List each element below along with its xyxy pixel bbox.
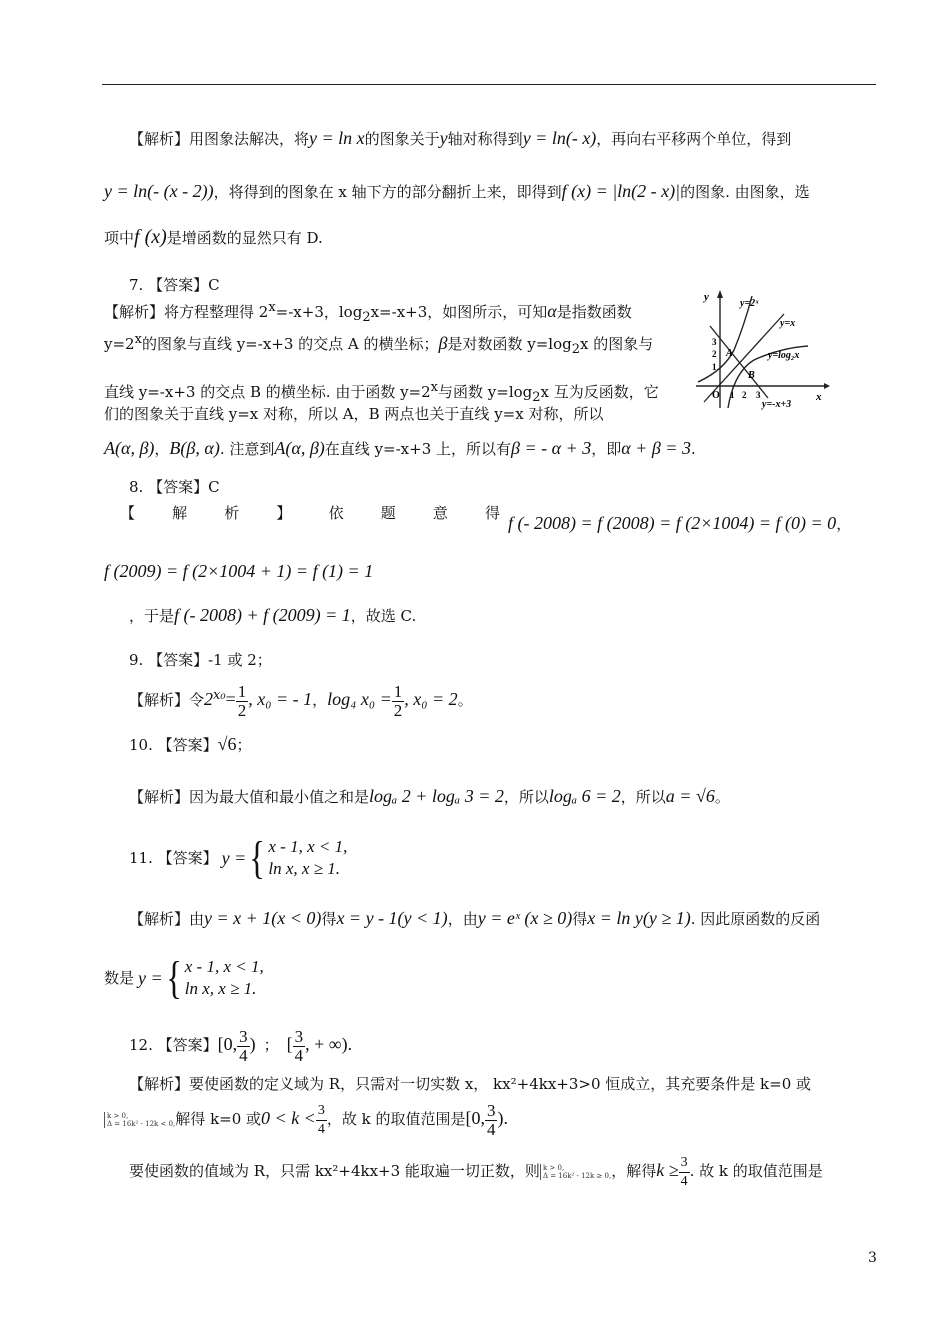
denominator: 2 xyxy=(393,700,403,720)
text: x 互为反函数，它 xyxy=(540,383,659,401)
formula: α xyxy=(547,301,557,321)
denominator: 4 xyxy=(239,1045,248,1065)
p8-answer: 8. 【答案】C xyxy=(129,478,220,496)
p10-analysis xyxy=(129,782,730,811)
inequality-system xyxy=(540,1164,611,1180)
p6-line-3 xyxy=(104,227,323,248)
text: 11. 【答案】 xyxy=(129,849,218,867)
formula: y = eˣ (x ≥ 0) xyxy=(477,908,573,928)
subscript: 2 xyxy=(362,310,371,325)
p8-spread-heading xyxy=(120,502,500,523)
text: 与函数 y=log xyxy=(438,383,533,401)
piecewise-rows xyxy=(268,836,347,880)
p9-analysis xyxy=(129,676,473,720)
p12-line-2 xyxy=(104,1098,508,1139)
formula: logₐ 6 = 2 xyxy=(548,786,621,806)
formula: x = ln y(y ≥ 1) xyxy=(587,908,691,928)
system-row: k > 0, xyxy=(107,1112,129,1120)
formula: [0, xyxy=(217,1034,238,1054)
text: 10. 【答案】 xyxy=(129,736,218,754)
label-line: y=-x+3 xyxy=(762,399,792,410)
text: ，于是 xyxy=(129,607,175,625)
text: ，所以 xyxy=(503,788,549,806)
text: ； xyxy=(263,1036,279,1054)
denominator: 2 xyxy=(237,700,247,720)
case-row: x - 1, x < 1, xyxy=(268,837,348,856)
text: 直线 y=-x+3 的交点 B 的横坐标. 由于函数 y=2 xyxy=(104,383,431,401)
text: 析 xyxy=(224,504,240,522)
formula: f (x) xyxy=(134,226,167,248)
text: . 故 k 的取值范围是 xyxy=(689,1162,823,1180)
text: . xyxy=(690,440,696,458)
superscript: x xyxy=(268,300,276,315)
p11-inverse xyxy=(104,952,264,1004)
text: . 注意到 xyxy=(219,440,275,458)
numerator: 3 xyxy=(316,1102,327,1121)
y-axis-arrow xyxy=(717,290,723,298)
p7-line-4: 们的图象关于直线 y=x 对称，所以 A，B 两点也关于直线 y=x 对称，所以 xyxy=(104,405,604,423)
text: 】 xyxy=(276,504,292,522)
fraction xyxy=(293,1028,306,1065)
numerator: 3 xyxy=(294,1026,304,1046)
text: x=-x+3，如图所示，可知 xyxy=(370,303,548,321)
text: 解得 k=0 或 xyxy=(175,1110,262,1128)
y-tick-3: 3 xyxy=(712,337,717,347)
formula: k ≥ xyxy=(656,1160,679,1180)
text: 轴对称得到 xyxy=(447,130,523,148)
formula: y = xyxy=(221,848,247,868)
p8-formula-2 xyxy=(104,561,373,582)
formula: , x₀ = 2 xyxy=(404,689,458,709)
case-row: ln x, x ≥ 1. xyxy=(184,979,257,998)
denominator: 4 xyxy=(317,1121,325,1137)
text: 是对数函数 y=log xyxy=(447,335,572,353)
formula: [ xyxy=(286,1034,293,1054)
formula: y = ln x xyxy=(309,128,365,148)
text: ； xyxy=(236,736,252,754)
p7-line-1 xyxy=(104,298,632,328)
system-row: Δ = 16k² - 12k ≥ 0, xyxy=(542,1172,612,1180)
text: 得 xyxy=(484,504,500,522)
p6-line-2 xyxy=(104,181,810,202)
formula: y = xyxy=(138,968,163,988)
formula: B(β, α) xyxy=(169,438,220,458)
numerator: 3 xyxy=(239,1026,248,1046)
formula: log₄ x₀ = xyxy=(327,689,392,709)
text: 要使函数的值域为 R，只需 kx²+4kx+3 能取遍一切正数，则 xyxy=(129,1162,540,1180)
denominator: 4 xyxy=(294,1045,304,1065)
p7-line-5 xyxy=(104,438,696,459)
formula: 2 xyxy=(204,689,214,709)
superscript: x₀ xyxy=(213,688,226,703)
superscript: x xyxy=(430,380,439,395)
fraction xyxy=(237,1028,250,1065)
text: ，解得 xyxy=(611,1162,657,1180)
formula: [0, xyxy=(465,1108,485,1128)
brace-symbol: { xyxy=(249,832,266,883)
inequality-system xyxy=(104,1112,175,1128)
y-tick-1: 1 xyxy=(712,362,717,372)
piecewise-brace xyxy=(246,832,348,883)
formula: f (- 2008) = f (2008) = f (2×1004) = f (0) = 0 xyxy=(508,513,837,533)
formula: 0 < k < xyxy=(261,1108,316,1128)
text: 【解析】因为最大值和最小值之和是 xyxy=(129,788,370,806)
text: 【解析】由 xyxy=(129,910,205,928)
text: x 的图象与 xyxy=(580,335,654,353)
text: 在直线 y=-x+3 上，所以有 xyxy=(324,440,512,458)
p9-answer: 9. 【答案】-1 或 2； xyxy=(129,651,272,669)
text: 意 xyxy=(432,504,448,522)
text: ，所以 xyxy=(620,788,666,806)
fraction xyxy=(236,683,249,720)
system-row: Δ = 16k² - 12k < 0, xyxy=(107,1120,176,1128)
text: 。 xyxy=(457,691,473,709)
text: ，再向右平移两个单位，得到 xyxy=(596,130,792,148)
formula: y = x + 1(x < 0) xyxy=(204,908,322,928)
x-axis-label: x xyxy=(816,391,822,403)
text: ，故选 C. xyxy=(350,607,417,625)
formula: A(α, β) xyxy=(274,438,325,458)
x-axis-arrow xyxy=(824,383,830,389)
y-tick-2: 2 xyxy=(712,349,717,359)
text: 解 xyxy=(172,504,188,522)
text: ， xyxy=(836,515,852,533)
text: ， xyxy=(312,691,328,709)
header-rule xyxy=(102,84,876,85)
subscript: 2 xyxy=(532,390,541,405)
formula: logₐ 2 + logₐ 3 = 2 xyxy=(369,786,504,806)
fraction xyxy=(316,1102,327,1139)
p12-line-1: 【解析】要使函数的定义域为 R，只需对一切实数 x， kx²+4kx+3>0 恒成立，其充要条件是 k=0 或 xyxy=(129,1075,812,1093)
x-tick-1: 1 xyxy=(730,390,735,400)
text: ，将得到的图象在 x 轴下方的部分翻折上来，即得到 xyxy=(213,183,562,201)
formula: f (- 2008) + f (2009) = 1 xyxy=(174,605,351,625)
text: 项中 xyxy=(104,229,135,247)
origin-label: O xyxy=(712,390,720,401)
denominator: 4 xyxy=(680,1173,688,1189)
fraction xyxy=(392,683,405,720)
text: 【解析】将方程整理得 2 xyxy=(104,303,269,321)
y-axis-label: y xyxy=(704,291,709,303)
case-row: ln x, x ≥ 1. xyxy=(268,859,341,878)
subscript: 2 xyxy=(571,342,581,357)
text: 【 xyxy=(120,504,136,522)
piecewise-rows xyxy=(185,956,264,1000)
piecewise-brace xyxy=(163,952,264,1003)
formula: f (x) = |ln(2 - x)| xyxy=(561,181,681,201)
text: 得 xyxy=(572,910,588,928)
text: 依 xyxy=(328,504,344,522)
fraction xyxy=(485,1102,498,1139)
numerator: 1 xyxy=(237,681,247,701)
text: ，由 xyxy=(447,910,478,928)
formula: f (2009) = f (2×1004 + 1) = f (1) = 1 xyxy=(104,561,374,581)
text: 数是 xyxy=(104,969,135,987)
numerator: 3 xyxy=(486,1100,496,1120)
p11-answer xyxy=(129,832,347,884)
text: y=2 xyxy=(104,335,135,353)
system-row: k > 0, xyxy=(542,1164,565,1172)
text: 的图象关于 xyxy=(364,130,440,148)
function-graph-figure xyxy=(690,286,832,410)
formula: , + ∞). xyxy=(305,1034,353,1054)
text: . 因此原函数的反函 xyxy=(690,910,821,928)
fraction xyxy=(679,1154,690,1191)
point-A-label: A xyxy=(726,348,733,359)
x-tick-3: 3 xyxy=(756,390,761,400)
text: 【解析】令 xyxy=(129,691,205,709)
text: 【解析】用图象法解决，将 xyxy=(129,130,310,148)
text: ，故 k 的取值范围是 xyxy=(326,1110,466,1128)
p11-analysis xyxy=(129,904,820,933)
formula: β xyxy=(438,333,448,353)
formula: ) xyxy=(249,1034,256,1054)
text: ，即 xyxy=(591,440,622,458)
p10-answer xyxy=(129,730,252,759)
p8-line-3 xyxy=(129,605,416,626)
formula: y xyxy=(439,128,448,148)
point-B-label: B xyxy=(748,370,755,381)
text: 的图象与直线 y=-x+3 的交点 A 的横坐标； xyxy=(141,335,439,353)
brace-symbol: { xyxy=(165,952,182,1003)
label-exp-curve: y=2ˣ xyxy=(740,298,759,309)
text: 的图象. 由图象，选 xyxy=(680,183,810,201)
text: 12. 【答案】 xyxy=(129,1036,218,1054)
p8-formula-1 xyxy=(508,513,851,534)
label-y-equals-x: y=x xyxy=(780,318,796,329)
formula: β = - α + 3 xyxy=(511,438,592,458)
text: 题 xyxy=(380,504,396,522)
superscript: x xyxy=(134,332,142,347)
formula: = xyxy=(225,689,236,709)
x-tick-2: 2 xyxy=(742,390,747,400)
formula: A(α, β) xyxy=(104,438,155,458)
text: 是增函数的显然只有 D. xyxy=(166,229,323,247)
denominator: 4 xyxy=(486,1119,496,1139)
text: 得 xyxy=(321,910,337,928)
p7-line-2 xyxy=(104,330,653,360)
p6-line-1 xyxy=(129,128,791,149)
text: =-x+3，log xyxy=(275,303,363,321)
label-log-curve: y=log₂x xyxy=(768,350,800,361)
formula: x = y - 1(y < 1) xyxy=(336,908,448,928)
page-number: 3 xyxy=(868,1250,877,1266)
formula: ). xyxy=(497,1108,508,1128)
p12-line-3 xyxy=(129,1150,823,1191)
p12-answer xyxy=(129,1024,352,1065)
case-row: x - 1, x < 1, xyxy=(184,957,264,976)
formula: a = √6 xyxy=(665,786,715,806)
formula: α + β = 3 xyxy=(621,438,691,458)
text: 。 xyxy=(714,788,730,806)
p7-answer: 7. 【答案】C xyxy=(129,276,220,294)
text: 是指数函数 xyxy=(556,303,632,321)
formula: √6 xyxy=(217,734,237,754)
formula: , x₀ = - 1 xyxy=(248,689,313,709)
formula: y = ln(- x) xyxy=(522,128,597,148)
formula: y = ln(- (x - 2)) xyxy=(104,181,214,201)
text: ， xyxy=(154,440,170,458)
numerator: 3 xyxy=(679,1154,690,1173)
numerator: 1 xyxy=(393,681,403,701)
